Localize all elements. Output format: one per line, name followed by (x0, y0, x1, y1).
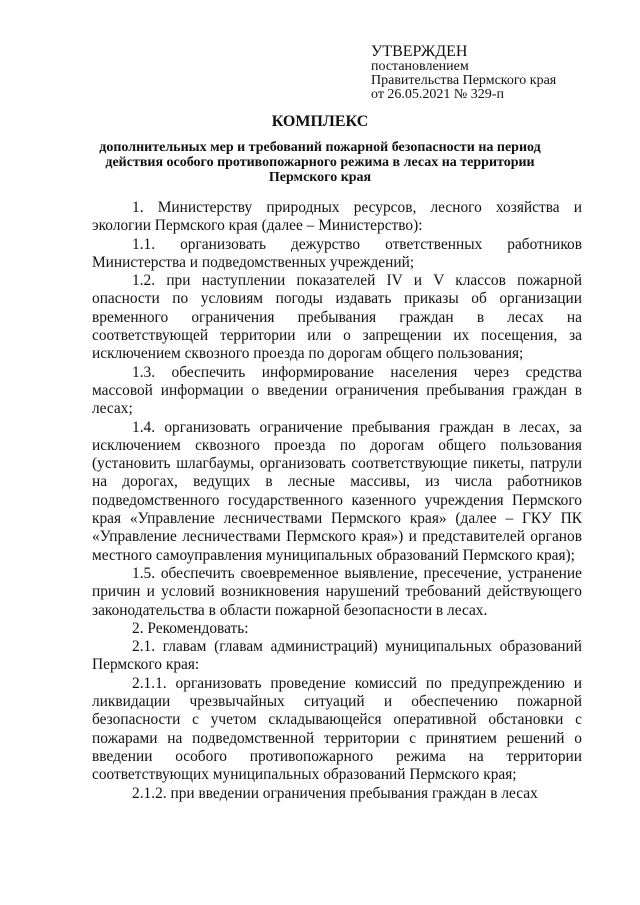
document-body (92, 199, 582, 803)
document-subtitle: дополнительных мер и требований пожарной безопасности на период действия особого противопожарного режима в лесах на территории Пермского края (99, 140, 541, 185)
paragraph-1-1: 1.1. организовать дежурство ответственных работников Министерства и подведомственных учреждений; (92, 235, 582, 271)
document-title: КОМПЛЕКС (271, 113, 369, 130)
paragraph-1: 1. Министерству природных ресурсов, лесного хозяйства и экологии Пермского края (далее – Министерство): (92, 199, 582, 235)
paragraph-1-5: 1.5. обеспечить своевременное выявление, пресечение, устранение причин и условий возникновения нарушений требований действующего законодательства в области пожарной безопасности в лесах. (92, 564, 582, 619)
paragraph-2-1-2: 2.1.2. при введении ограничения пребывания граждан в лесах (132, 784, 538, 802)
paragraph-2-1: 2.1. главам (главам администраций) муниципальных образований Пермского края: (92, 638, 582, 674)
approval-stamp (371, 44, 556, 102)
paragraph-1-2: 1.2. при наступлении показателей IV и V классов пожарной опасности по условиям погоды издавать приказы об организации временного ограничения пребывания граждан в лесах на соответствующей территории или о запрещении их посещения, за исключением сквозного проезда по дорогам общего пользования; (92, 272, 582, 363)
paragraph-1-3: 1.3. обеспечить информирование населения через средства массовой информации о введении ограничения пребывания граждан в лесах; (92, 363, 582, 418)
paragraph-1-4: 1.4. организовать ограничение пребывания граждан в лесах, за исключением сквозного проезда по дорогам общего пользования (установить шлагбаумы, организовать соответствующие пикеты, патрули на дорогах, ведущих в лесные массивы, из числа работников подведомственного государственного казенного учреждения Пермского края «Управление лесничествами Пермского края» (далее – ГКУ ПК «Управление лесничествами Пермского края») и представителей органов местного самоуправления муниципальных образований Пермского края); (92, 418, 582, 564)
approval-line-2: Правительства Пермского края (371, 73, 557, 88)
approval-heading: УТВЕРЖДЕН (371, 43, 468, 60)
paragraph-2-1-1: 2.1.1. организовать проведение комиссий по предупреждению и ликвидации чрезвычайных ситуаций и обеспечению пожарной безопасности с учетом складывающейся оперативной обстановки с пожарами на подведомственной территории с принятием решений о введении особого противопожарного режима на территории соответствующих муниципальных образований Пермского края; (92, 674, 582, 784)
approval-line-1: постановлением (371, 59, 469, 74)
approval-line-3: от 26.05.2021 № 329-п (371, 87, 504, 102)
paragraph-2: 2. Рекомендовать: (132, 619, 249, 637)
